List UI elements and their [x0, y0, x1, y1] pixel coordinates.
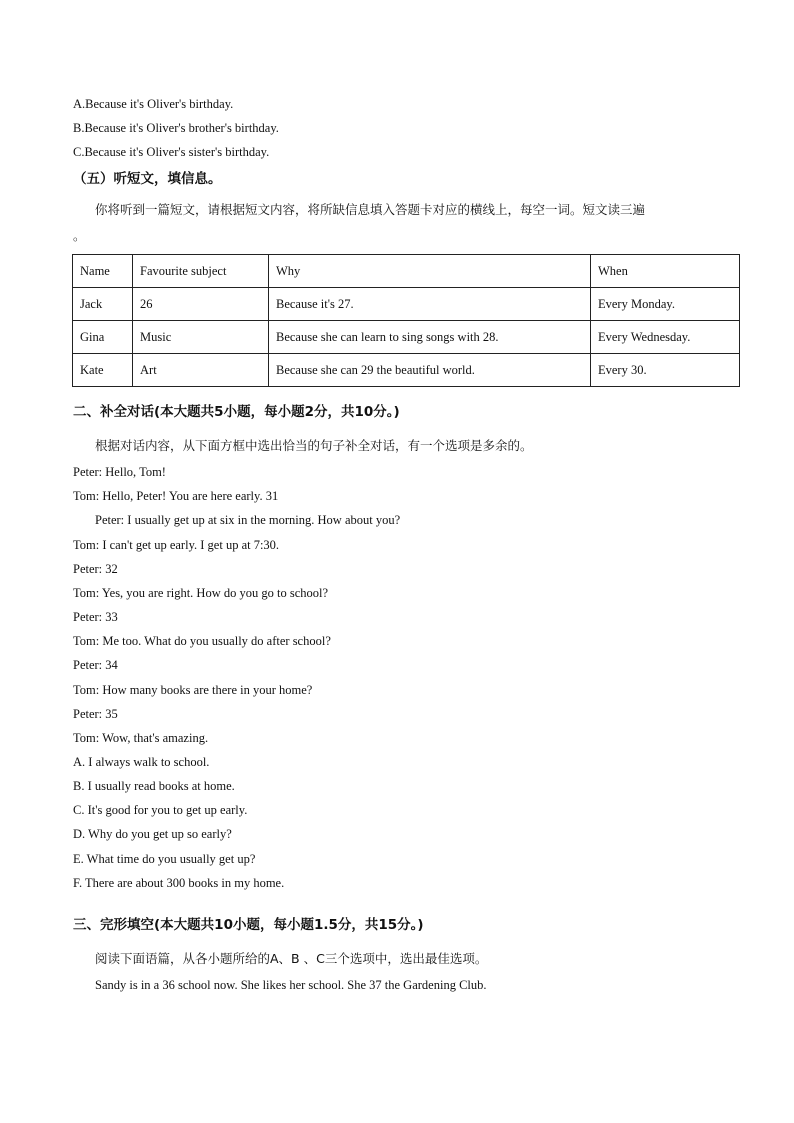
dialogue-line: Tom: I can't get up early. I get up at 7:30. [73, 538, 280, 552]
dialogue-line: Peter: 35 [73, 707, 118, 721]
table-cell: Gina [73, 321, 133, 354]
table-row [73, 354, 740, 387]
dialogue-line: Peter: 32 [73, 562, 118, 576]
choice-option: F. There are about 300 books in my home. [73, 876, 285, 890]
header-why: Why [269, 255, 591, 288]
table-cell: Because she can learn to sing songs with 28. [269, 321, 591, 354]
table-cell: Kate [73, 354, 133, 387]
section3-instruction: 阅读下面语篇，从各小题所给的A、B 、C三个选项中，选出最佳选项。 [95, 951, 488, 966]
info-table [72, 254, 740, 387]
table-cell: Every 30. [591, 354, 740, 387]
choice-option: B. I usually read books at home. [73, 779, 235, 793]
table-cell: Art [133, 354, 269, 387]
dialogue-line: Tom: How many books are there in your home? [73, 683, 313, 697]
dialogue-line: Peter: 34 [73, 658, 118, 672]
header-when: When [591, 255, 740, 288]
dialogue-line: Tom: Wow, that's amazing. [73, 731, 209, 745]
listening5-title: （五）听短文，填信息。 [73, 171, 222, 187]
header-name: Name [73, 255, 133, 288]
choice-option: C. It's good for you to get up early. [73, 803, 248, 817]
table-cell: Jack [73, 288, 133, 321]
table-cell: Every Monday. [591, 288, 740, 321]
dialogue-line: Tom: Me too. What do you usually do after school? [73, 634, 331, 648]
table-header-row [73, 255, 740, 288]
option-c: C.Because it's Oliver's sister's birthday. [73, 145, 270, 159]
section2-title: 二、补全对话(本大题共5小题，每小题2分，共10分。) [73, 404, 400, 420]
dialogue-line: Peter: Hello, Tom! [73, 465, 166, 479]
option-b: B.Because it's Oliver's brother's birthday. [73, 121, 279, 135]
table-cell: 26 [133, 288, 269, 321]
table-cell: Because she can 29 the beautiful world. [269, 354, 591, 387]
dialogue-line: Peter: 33 [73, 610, 118, 624]
dialogue-line: Tom: Hello, Peter! You are here early. 31 [73, 489, 279, 503]
section3-title: 三、完形填空(本大题共10小题，每小题1.5分，共15分。) [73, 917, 424, 933]
listening5-instruction-end: 。 [73, 228, 86, 243]
choice-option: E. What time do you usually get up? [73, 852, 256, 866]
table-row [73, 288, 740, 321]
table-cell: Every Wednesday. [591, 321, 740, 354]
table-cell: Because it's 27. [269, 288, 591, 321]
option-a: A.Because it's Oliver's birthday. [73, 97, 234, 111]
section2-instruction: 根据对话内容，从下面方框中选出恰当的句子补全对话，有一个选项是多余的。 [95, 438, 533, 453]
table-row [73, 321, 740, 354]
passage-start: Sandy is in a 36 school now. She likes her school. She 37 the Gardening Club. [95, 978, 487, 992]
dialogue-line: Tom: Yes, you are right. How do you go to school? [73, 586, 329, 600]
listening5-instruction: 你将听到一篇短文，请根据短文内容，将所缺信息填入答题卡对应的横线上，每空一词。短文读三遍 [95, 202, 646, 217]
dialogue-line: Peter: I usually get up at six in the morning. How about you? [95, 513, 401, 527]
table-cell: Music [133, 321, 269, 354]
choice-option: D. Why do you get up so early? [73, 827, 232, 841]
header-favourite-subject: Favourite subject [133, 255, 269, 288]
choice-option: A. I always walk to school. [73, 755, 210, 769]
